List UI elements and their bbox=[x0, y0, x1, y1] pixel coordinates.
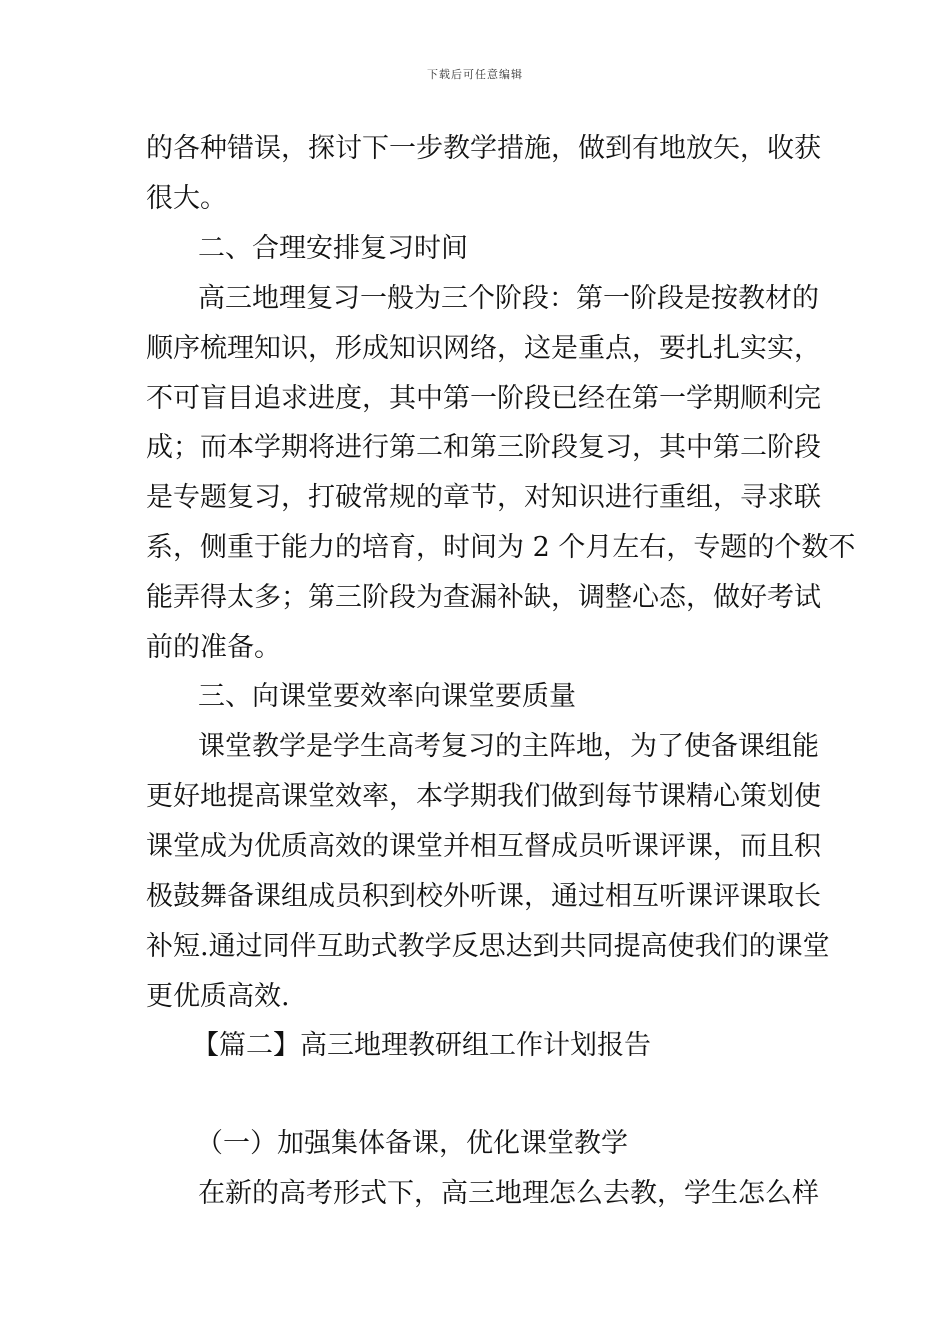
paragraph-line: 在新的高考形式下，高三地理怎么去教，学生怎么样 bbox=[198, 1178, 819, 1209]
subsection-heading: （一）加强集体备课，优化课堂教学 bbox=[196, 1128, 628, 1159]
paragraph-line: 很大。 bbox=[146, 183, 227, 214]
paragraph-line: 顺序梳理知识，形成知识网络，这是重点，要扎扎实实， bbox=[146, 333, 821, 364]
section-heading: 三、向课堂要效率向课堂要质量 bbox=[198, 681, 576, 712]
paragraph-line: 成；而本学期将进行第二和第三阶段复习，其中第二阶段 bbox=[146, 432, 821, 463]
paragraph-line: 课堂教学是学生高考复习的主阵地，为了使备课组能 bbox=[198, 731, 819, 762]
paragraph-line: 更优质高效. bbox=[146, 981, 290, 1012]
paragraph-line: 更好地提高课堂效率，本学期我们做到每节课精心策划使 bbox=[146, 781, 821, 812]
section-heading: 二、合理安排复习时间 bbox=[198, 233, 468, 264]
paragraph-line: 系，侧重于能力的培育，时间为 2 个月左右，专题的个数不 bbox=[146, 532, 856, 563]
paragraph-line: 高三地理复习一般为三个阶段：第一阶段是按教材的 bbox=[198, 283, 819, 314]
paragraph-line: 能弄得太多；第三阶段为查漏补缺，调整心态，做好考试 bbox=[146, 582, 821, 613]
paragraph-line: 前的准备。 bbox=[146, 632, 281, 663]
paragraph-line: 的各种错误，探讨下一步教学措施，做到有地放矢，收获 bbox=[146, 133, 821, 164]
paragraph-line: 补短.通过同伴互助式教学反思达到共同提高使我们的课堂 bbox=[146, 931, 830, 962]
paragraph-line: 极鼓舞备课组成员积到校外听课，通过相互听课评课取长 bbox=[146, 881, 821, 912]
paragraph-line: 课堂成为优质高效的课堂并相互督成员听课评课，而且积 bbox=[146, 831, 821, 862]
paragraph-line: 是专题复习，打破常规的章节，对知识进行重组，寻求联 bbox=[146, 482, 821, 513]
paragraph-line: 不可盲目追求进度，其中第一阶段已经在第一学期顺利完 bbox=[146, 383, 821, 414]
page-header: 下载后可任意编辑 bbox=[427, 68, 523, 81]
article-title: 【篇二】高三地理教研组工作计划报告 bbox=[192, 1030, 651, 1061]
